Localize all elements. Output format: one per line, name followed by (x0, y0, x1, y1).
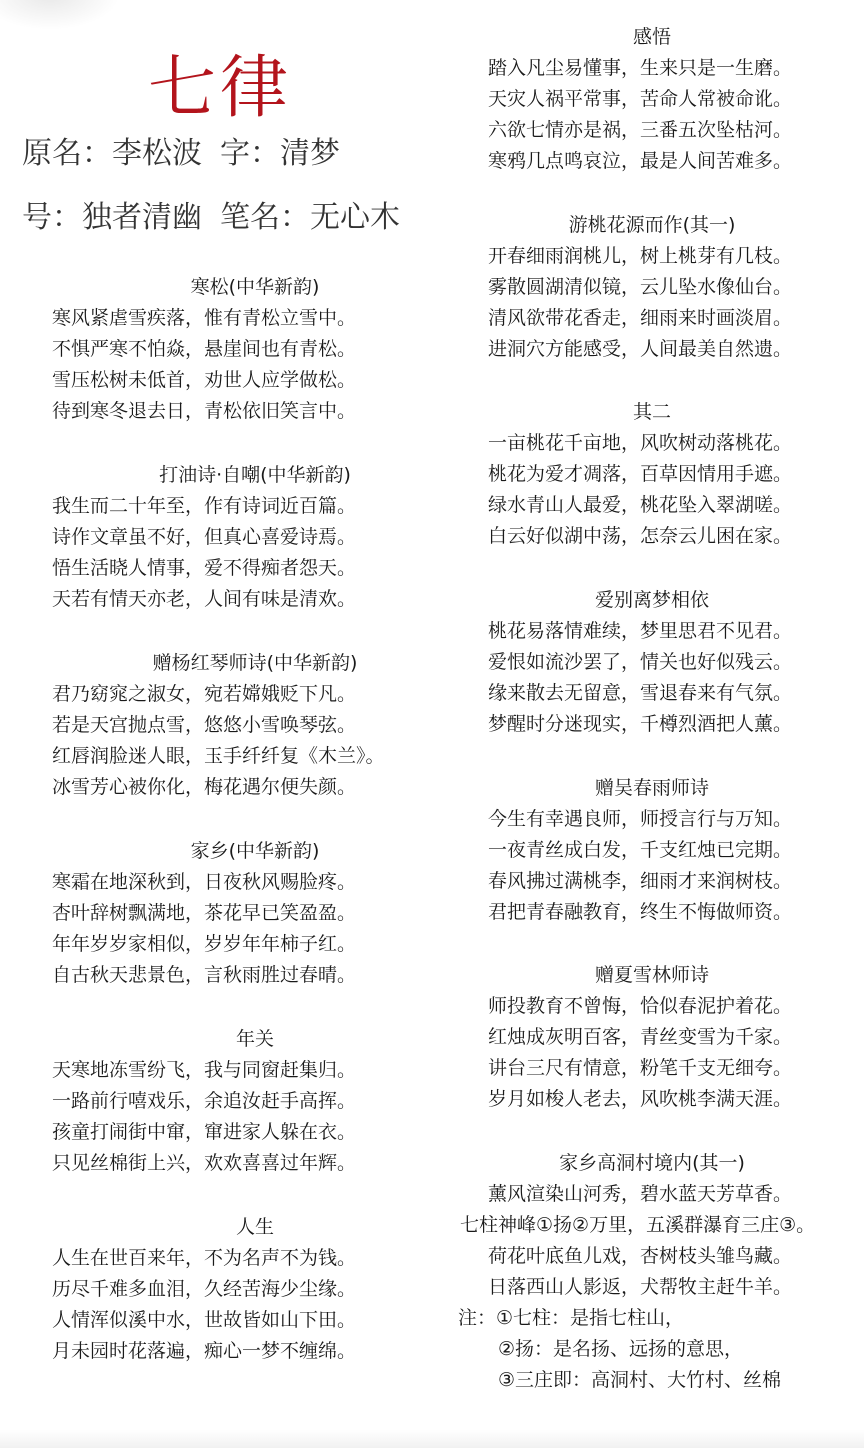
poem-title: 赠夏雪林师诗 (594, 964, 709, 986)
poem-zeng-xia (440, 960, 864, 1115)
poem-line: 绿水青山人最爱，桃花坠入翠湖嗟。 (488, 494, 793, 516)
poem-line: 雪压松树未低首，劝世人应学做松。 (52, 369, 357, 391)
author-pseudonym-line (22, 192, 400, 236)
poem-line: 孩童打闹街中窜，窜进家人躲在衣。 (52, 1121, 357, 1143)
poem-title: 游桃花源而作(其一) (568, 214, 736, 236)
poem-jiaxiang (0, 836, 440, 991)
poem-line: 红烛成灰明百客，青丝变雪为千家。 (488, 1026, 793, 1048)
poem-line: 爱恨如流沙罢了，情关也好似残云。 (488, 651, 793, 673)
poem-line: 人生在世百来年，不为名声不为钱。 (52, 1247, 357, 1269)
poem-line: 待到寒冬退去日，青松依旧笑言中。 (52, 400, 357, 422)
poem-line: 进洞穴方能感受，人间最美自然遗。 (488, 338, 793, 360)
poem-title: 年关 (235, 1028, 274, 1050)
poem-line: 讲台三尺有情意，粉笔千支无细夸。 (488, 1057, 793, 1079)
poem-ganwu (440, 22, 864, 177)
poem-title: 寒松(中华新韵) (190, 276, 320, 298)
author-name-line (22, 128, 340, 172)
poem-line: 桃花易落情难续，梦里思君不见君。 (488, 620, 793, 642)
poem-line: 不惧严寒不怕焱，悬崖间也有青松。 (52, 338, 357, 360)
poem-line: 六欲七情亦是祸，三番五次坠枯河。 (488, 119, 793, 141)
poem-line: 君乃窈窕之淑女，宛若嫦娥贬下凡。 (52, 683, 357, 705)
poem-line: 雾散圆湖清似镜，云儿坠水像仙台。 (488, 276, 793, 298)
poem-line: 寒霜在地深秋到，日夜秋风赐脸疼。 (52, 871, 357, 893)
corner-shadow (0, 0, 120, 30)
poem-line: 寒鸦几点鸣哀泣，最是人间苦难多。 (488, 150, 793, 172)
poem-line: 天寒地冻雪纷飞，我与同窗赶集归。 (52, 1059, 357, 1081)
poem-line: 天灾人祸平常事，苦命人常被命讹。 (488, 88, 793, 110)
poem-line: 梦醒时分迷现实，千樽烈酒把人薰。 (488, 713, 793, 735)
poem-line: 开春细雨润桃儿，树上桃芽有几枝。 (488, 245, 793, 267)
poem-taohuayuan-1 (440, 210, 864, 365)
pen-name: 笔名：无心木 (220, 200, 400, 235)
poem-line: 我生而二十年至，作有诗词近百篇。 (52, 495, 357, 517)
poem-line: 荷花叶底鱼儿戏，杏树枝头雏鸟藏。 (488, 1245, 793, 1267)
poem-line: 七柱神峰①扬②万里，五溪群瀑育三庄③。 (460, 1214, 816, 1236)
footnote: ③三庄即：高洞村、大竹村、丝棉 (498, 1369, 782, 1391)
poem-line: 今生有幸遇良师，师授言行与万知。 (488, 808, 793, 830)
poem-title: 打油诗·自嘲(中华新韵) (159, 464, 351, 486)
poem-line: 一路前行嘻戏乐，余追汝赶手高挥。 (52, 1090, 357, 1112)
poem-line: 天若有情天亦老，人间有味是清欢。 (52, 588, 357, 610)
poem-line: 若是天宫抛点雪，悠悠小雪唤琴弦。 (52, 714, 357, 736)
poem-line: 日落西山人影返，犬帮牧主赶牛羊。 (488, 1276, 793, 1298)
poem-line: 君把青春融教育，终生不悔做师资。 (488, 901, 793, 923)
page-title: 七律 (148, 49, 293, 128)
poem-title: 赠吴春雨师诗 (594, 777, 709, 799)
poem-line: 红唇润脸迷人眼，玉手纤纤复《木兰》。 (52, 745, 385, 767)
page-bottom-edge (0, 1430, 864, 1448)
poem-title: 家乡高洞村境内(其一) (559, 1152, 745, 1174)
poem-line: 春风拂过满桃李，细雨才来润树枝。 (488, 870, 793, 892)
poem-taohuayuan-2 (440, 397, 864, 552)
courtesy-name: 字：清梦 (220, 136, 340, 171)
poem-dayoushi (0, 460, 440, 615)
poem-nianguan (0, 1024, 440, 1179)
poem-title: 爱别离梦相依 (594, 589, 709, 611)
poem-line: 悟生活晓人情事，爱不得痴者怨天。 (52, 557, 357, 579)
poem-line: 历尽千难多血泪，久经苦海少尘缘。 (52, 1278, 357, 1300)
poem-line: 一夜青丝成白发，千支红烛已完期。 (488, 839, 793, 861)
art-name: 号：独者清幽 (22, 200, 202, 235)
original-name: 原名：李松波 (22, 136, 202, 171)
poem-line: 诗作文章虽不好，但真心喜爱诗焉。 (52, 526, 357, 548)
poem-line: 岁月如梭人老去，风吹桃李满天涯。 (488, 1088, 793, 1110)
poem-line: 冰雪芳心被你化，梅花遇尔便失颜。 (52, 776, 357, 798)
footnote: 注：①七柱：是指七柱山， (458, 1307, 685, 1329)
poem-line: 桃花为爱才凋落，百草因情用手遮。 (488, 463, 793, 485)
poem-line: 白云好似湖中荡，怎奈云儿困在家。 (488, 525, 793, 547)
poem-hansong (0, 272, 440, 427)
poem-title: 其二 (632, 401, 671, 423)
poem-zeng-yang (0, 648, 440, 803)
poem-line: 自古秋天悲景色，言秋雨胜过春晴。 (52, 964, 357, 986)
poem-rensheng (0, 1212, 440, 1367)
poem-title: 人生 (235, 1216, 274, 1238)
poem-aibieli (440, 585, 864, 740)
poem-line: 年年岁岁家相似，岁岁年年柿子红。 (52, 933, 357, 955)
poem-gaodongcun (440, 1148, 864, 1396)
poem-title: 家乡(中华新韵) (190, 840, 320, 862)
poem-title: 赠杨红琴师诗(中华新韵) (152, 652, 358, 674)
poem-title: 感悟 (632, 26, 671, 48)
poem-line: 踏入凡尘易懂事，生来只是一生磨。 (488, 57, 793, 79)
poem-line: 只见丝棉街上兴，欢欢喜喜过年辉。 (52, 1152, 357, 1174)
poem-line: 寒风紧虐雪疾落，惟有青松立雪中。 (52, 307, 357, 329)
poem-line: 人情浑似溪中水，世故皆如山下田。 (52, 1309, 357, 1331)
poem-line: 月未园时花落遍，痴心一梦不缠绵。 (52, 1340, 357, 1362)
poem-line: 一亩桃花千亩地，风吹树动落桃花。 (488, 432, 793, 454)
poem-zeng-wu (440, 773, 864, 928)
poem-line: 薰风渲染山河秀，碧水蓝天芳草香。 (488, 1183, 793, 1205)
poem-line: 缘来散去无留意，雪退春来有气氛。 (488, 682, 793, 704)
poem-line: 清风欲带花香走，细雨来时画淡眉。 (488, 307, 793, 329)
poem-line: 杏叶辞树飘满地，茶花早已笑盈盈。 (52, 902, 357, 924)
footnote: ②扬：是名扬、远扬的意思， (498, 1338, 744, 1360)
poem-line: 师投教育不曾悔，恰似春泥护着花。 (488, 995, 793, 1017)
